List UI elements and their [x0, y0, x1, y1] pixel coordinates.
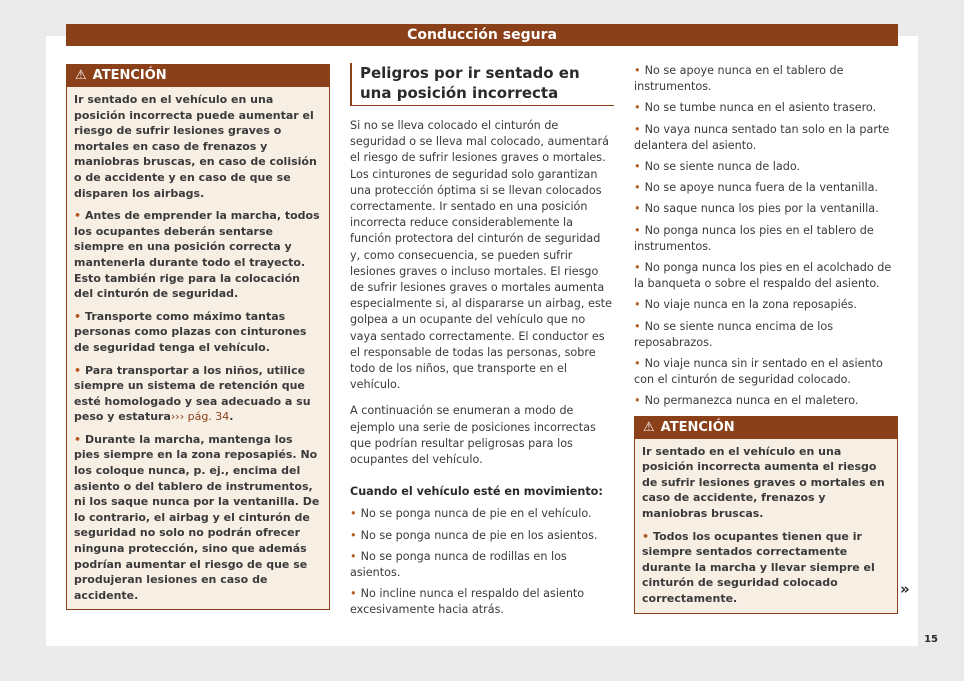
continue-arrow-icon: » — [900, 580, 910, 598]
bullet-icon: • — [74, 363, 82, 377]
bullet-icon: • — [634, 101, 641, 115]
warning-item: • Antes de emprender la marcha, todos los ocupantes deberán sentarse siempre en una posición correcta y mantenerla durante todo el trayecto. Esto también rige para la colocación del cinturón de seguridad. — [74, 209, 320, 301]
page-number: 15 — [924, 634, 938, 645]
warning-triangle-icon: ⚠ — [643, 419, 655, 435]
bullet-icon: • — [350, 528, 357, 542]
warning-item: • Todos los ocupantes tienen que ir siempre sentados correctamente durante la marcha y llevar siempre el cinturón de seguridad colocado correctamente. — [642, 529, 875, 605]
body-paragraph: Si no se lleva colocado el cinturón de seguridad o se lleva mal colocado, aumentará el riesgo de sufrir lesiones graves o mortales. Los cinturones de seguridad solo garantizan una protección óptima si se llevan colocados correctamente. Ir sentado en una posición incorrecta reduce considerablemente la función protectora del cinturón de seguridad y, como consecuencia, se pueden sufrir lesiones graves o incluso mortales. El riesgo de sufrir lesiones graves o mortales aumenta especialmente si, al dispararse un airbag, este golpea a un ocupante del vehículo que no vaya sentado correctamente. El conductor es el responsable de todas las personas, sobre todo de los niños, que transporte en el vehículo. — [350, 119, 612, 392]
bullet-icon: • — [634, 298, 641, 312]
body-paragraph: A continuación se enumeran a modo de ejemplo una serie de posiciones incorrectas que podrían resultar peligrosas para los ocupantes del vehículo. — [350, 404, 596, 467]
bullet-icon: • — [634, 64, 641, 77]
warning-header — [67, 65, 329, 87]
list-item: • No ponga nunca los pies en el tablero de instrumentos. — [634, 223, 874, 253]
warning-label: ATENCIÓN — [92, 68, 167, 83]
right-column — [634, 63, 898, 614]
subheading: Cuando el vehículo esté en movimiento: — [350, 485, 603, 499]
list-item: • No se apoye nunca en el tablero de instrumentos. — [634, 64, 844, 94]
list-item: • No se ponga nunca de pie en los asientos. — [350, 528, 598, 542]
warning-intro: Ir sentado en el vehículo en una posición incorrecta aumenta el riesgo de sufrir lesiones graves o mortales en caso de accidente, frenazos y maniobras bruscas. — [642, 444, 885, 521]
section-title: Peligros por ir sentado en una posición incorrecta — [350, 63, 614, 106]
bullet-icon: • — [74, 309, 82, 323]
bullet-icon: • — [74, 209, 82, 223]
warning-header — [635, 417, 897, 439]
list-item: • No se tumbe nunca en el asiento trasero. — [634, 101, 877, 115]
bullet-icon: • — [74, 432, 82, 446]
left-column — [66, 64, 330, 610]
warning-body — [67, 87, 329, 609]
list-item: • No permanezca nunca en el maletero. — [634, 394, 859, 408]
list-item: • No ponga nunca los pies en el acolchado de la banqueta o sobre el respaldo del asiento. — [634, 261, 892, 291]
bullet-icon: • — [350, 587, 357, 601]
bullet-icon: • — [350, 549, 357, 563]
warning-box — [66, 64, 330, 610]
warning-label: ATENCIÓN — [660, 419, 735, 435]
list-item: • No se ponga nunca de pie en el vehículo. — [350, 507, 592, 521]
bullet-icon: • — [642, 529, 650, 543]
bullet-icon: • — [634, 394, 641, 408]
list-item: • No viaje nunca en la zona reposapiés. — [634, 298, 857, 312]
list-item: • No viaje nunca sin ir sentado en el asiento con el cinturón de seguridad colocado. — [634, 357, 883, 387]
bullet-icon: • — [634, 122, 641, 136]
bullet-icon: • — [634, 223, 641, 237]
warning-triangle-icon: ⚠ — [75, 68, 87, 83]
bullet-icon: • — [634, 319, 641, 333]
bullet-icon: • — [634, 357, 641, 371]
warning-item: • Para transportar a los niños, utilice siempre un sistema de retención que esté homologado y sea adecuado a su peso y estatura››› pág. 34. — [74, 363, 311, 424]
warning-item: • Durante la marcha, mantenga los pies siempre en la zona reposapiés. No los coloque nunca, p. ej., encima del asiento o del tablero de instrumentos, ni los saque nunca por la ventanilla. De lo contrario, el airbag y el cinturón de seguridad no solo no podrán ofrecer ninguna protección, sino que además podrían aumentar el riesgo de que se produjeran lesiones en caso de accidente. — [74, 432, 320, 602]
bullet-icon: • — [634, 160, 641, 174]
bullet-icon: • — [634, 261, 641, 275]
list-item: • No se siente nunca de lado. — [634, 160, 801, 174]
bullet-icon: • — [350, 507, 357, 521]
warning-body — [635, 439, 897, 613]
bullet-icon: • — [634, 202, 641, 216]
list-item: • No se siente nunca encima de los reposabrazos. — [634, 319, 834, 349]
bullet-icon: • — [634, 181, 641, 195]
chapter-header: Conducción segura — [66, 24, 898, 46]
list-item: • No incline nunca el respaldo del asiento excesivamente hacia atrás. — [350, 587, 585, 617]
list-item: • No saque nunca los pies por la ventanilla. — [634, 202, 879, 216]
list-item: • No vaya nunca sentado tan solo en la parte delantera del asiento. — [634, 122, 890, 152]
warning-intro: Ir sentado en el vehículo en una posición incorrecta puede aumentar el riesgo de sufrir lesiones graves o mortales en caso de frenazos y maniobras bruscas, en caso de colisión o de accidente y en caso de que se disparen los airbags. — [74, 93, 317, 200]
list-item: • No se apoye nunca fuera de la ventanilla. — [634, 181, 878, 195]
page-reference-link[interactable]: ››› pág. 34 — [170, 410, 230, 424]
middle-column — [350, 63, 614, 624]
warning-box — [634, 416, 898, 614]
warning-item: • Transporte como máximo tantas personas como plazas con cinturones de seguridad tenga el vehículo. — [74, 309, 307, 354]
list-item: • No se ponga nunca de rodillas en los asientos. — [350, 549, 567, 580]
